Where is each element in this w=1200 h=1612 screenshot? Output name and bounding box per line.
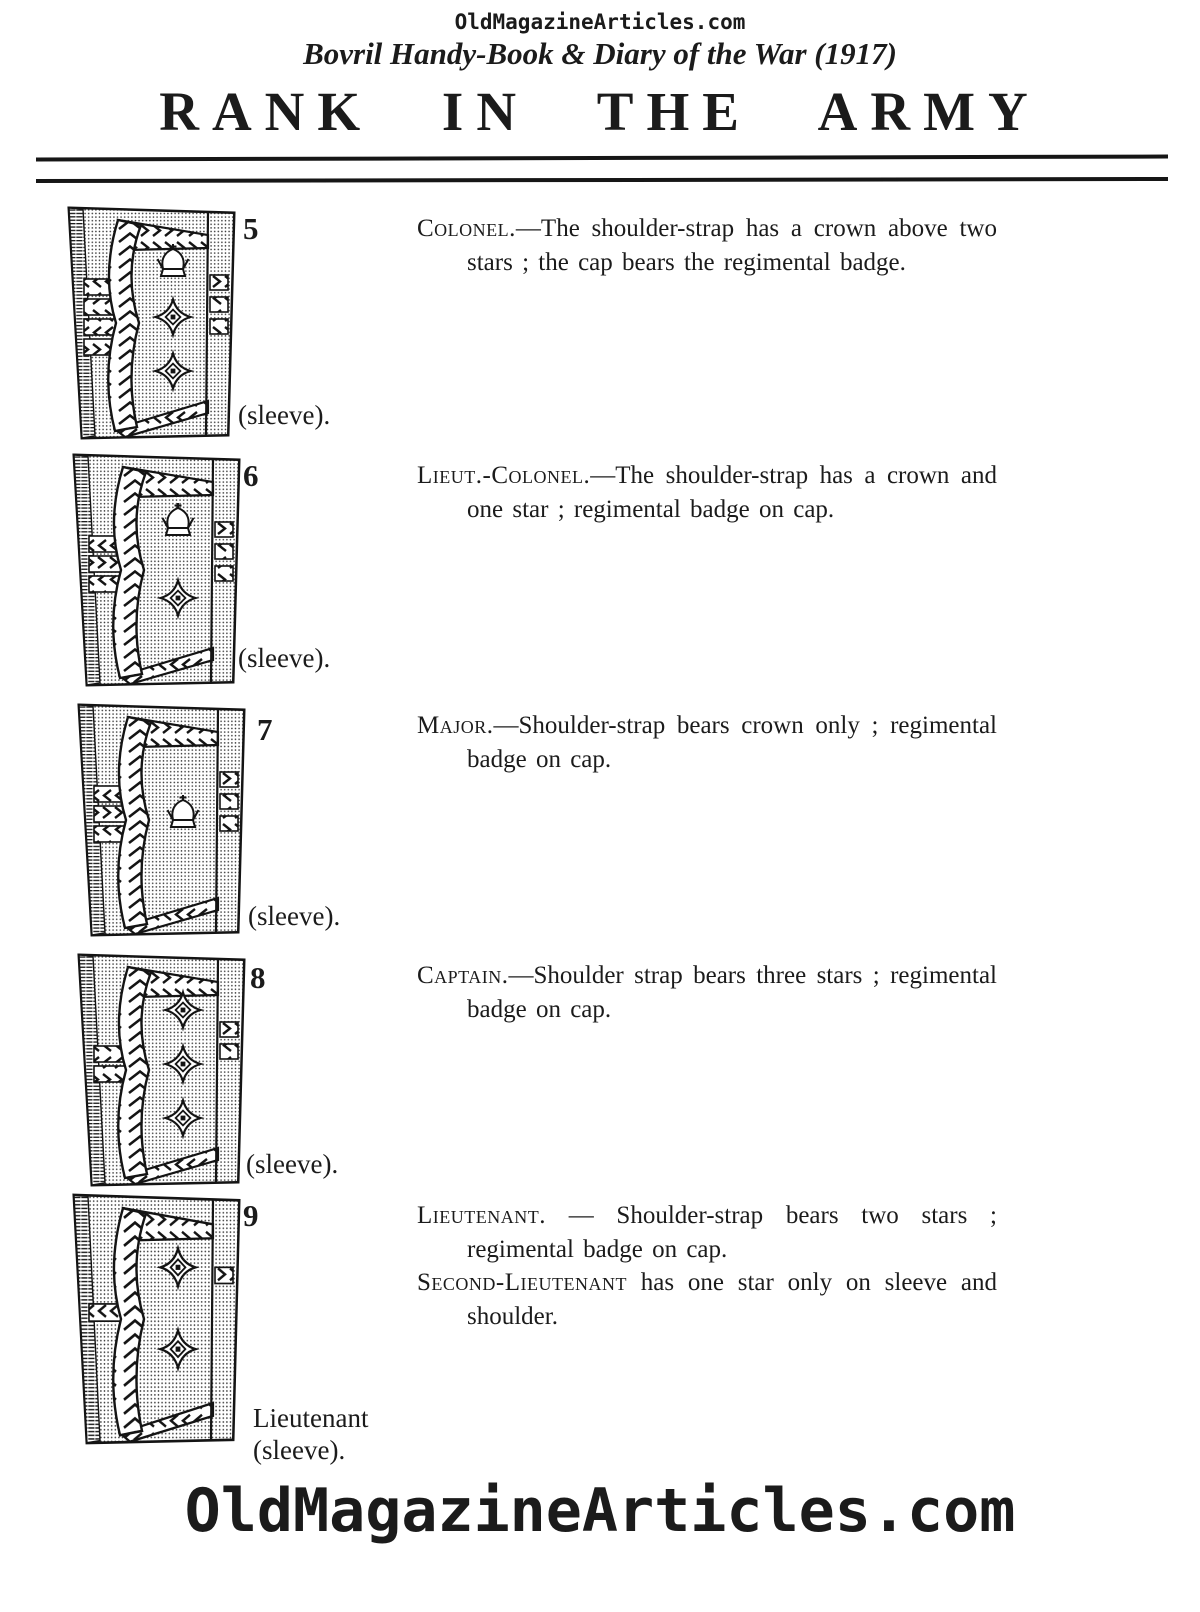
sleeve-caption [246,1148,338,1180]
rank-description-block [417,1199,997,1333]
sleeve-caption-line: Lieutenant [253,1403,369,1433]
header-rule-bottom [36,177,1168,183]
rank-description-block [417,959,997,1026]
source-publication-line: Bovril Handy-Book & Diary of the War (1917) [303,36,897,71]
sleeve-caption [253,1402,368,1466]
rank-text: —The shoulder-strap has a crown above two stars ; the cap bears the regimental badge. [467,215,997,276]
rank-text: —Shoulder strap bears three stars ; regimental badge on cap. [467,962,997,1023]
rank-term: Major. [417,712,494,739]
rank-term: Second-Lieutenant [417,1269,627,1296]
page-title: RANK IN THE ARMY [159,81,1041,142]
rank-term: Colonel. [417,215,516,242]
rank-description-block [417,709,997,776]
rank-term: Lieut.-Colonel. [417,462,591,489]
sleeve-caption [248,900,340,932]
sleeve-caption-line: (sleeve). [248,901,341,931]
sleeve-caption [238,399,330,431]
rank-description-block [417,212,997,279]
rank-text: has one star only on sleeve and shoulder. [467,1269,997,1330]
rank-entry-colonel [0,205,1200,455]
rank-description [417,459,997,526]
sleeve-caption [238,642,330,674]
major-sleeve-illustration [65,702,249,938]
figure-number: 7 [257,712,273,747]
colonel-sleeve-illustration [55,205,239,441]
rank-entry-lieut-colonel [0,452,1200,702]
rank-text: —Shoulder-strap bears crown only ; regimental badge on cap. [467,712,997,773]
figure-number: 8 [250,960,266,995]
rank-term: Lieutenant. [417,1202,546,1229]
figure-number: 9 [243,1198,259,1233]
rank-description [417,1199,997,1266]
sleeve-caption-line: (sleeve). [238,400,331,430]
rank-description [417,1266,997,1333]
rank-text: —The shoulder-strap has a crown and one star ; regimental badge on cap. [467,462,997,523]
rank-description [417,709,997,776]
lieut-colonel-sleeve-illustration [60,452,244,688]
figure-number: 5 [243,211,259,246]
rank-text: — Shoulder-strap bears two stars ; regimental badge on cap. [467,1202,997,1263]
rank-description-block [417,459,997,526]
rank-term: Captain. [417,962,509,989]
header-rule-top [36,155,1168,162]
rank-entry-lieutenant [0,1192,1200,1465]
rank-description [417,212,997,279]
rank-entry-major [0,702,1200,952]
lieutenant-sleeve-illustration [60,1192,244,1446]
site-watermark-bottom: OldMagazineArticles.com [184,1476,1016,1546]
captain-sleeve-illustration [65,952,249,1188]
sleeve-caption-line: (sleeve). [238,643,331,673]
sleeve-caption-line: (sleeve). [253,1435,346,1465]
rank-entry-captain [0,952,1200,1202]
site-watermark-top: OldMagazineArticles.com [454,10,746,34]
figure-number: 6 [243,458,259,493]
sleeve-caption-line: (sleeve). [246,1149,339,1179]
rank-description [417,959,997,1026]
